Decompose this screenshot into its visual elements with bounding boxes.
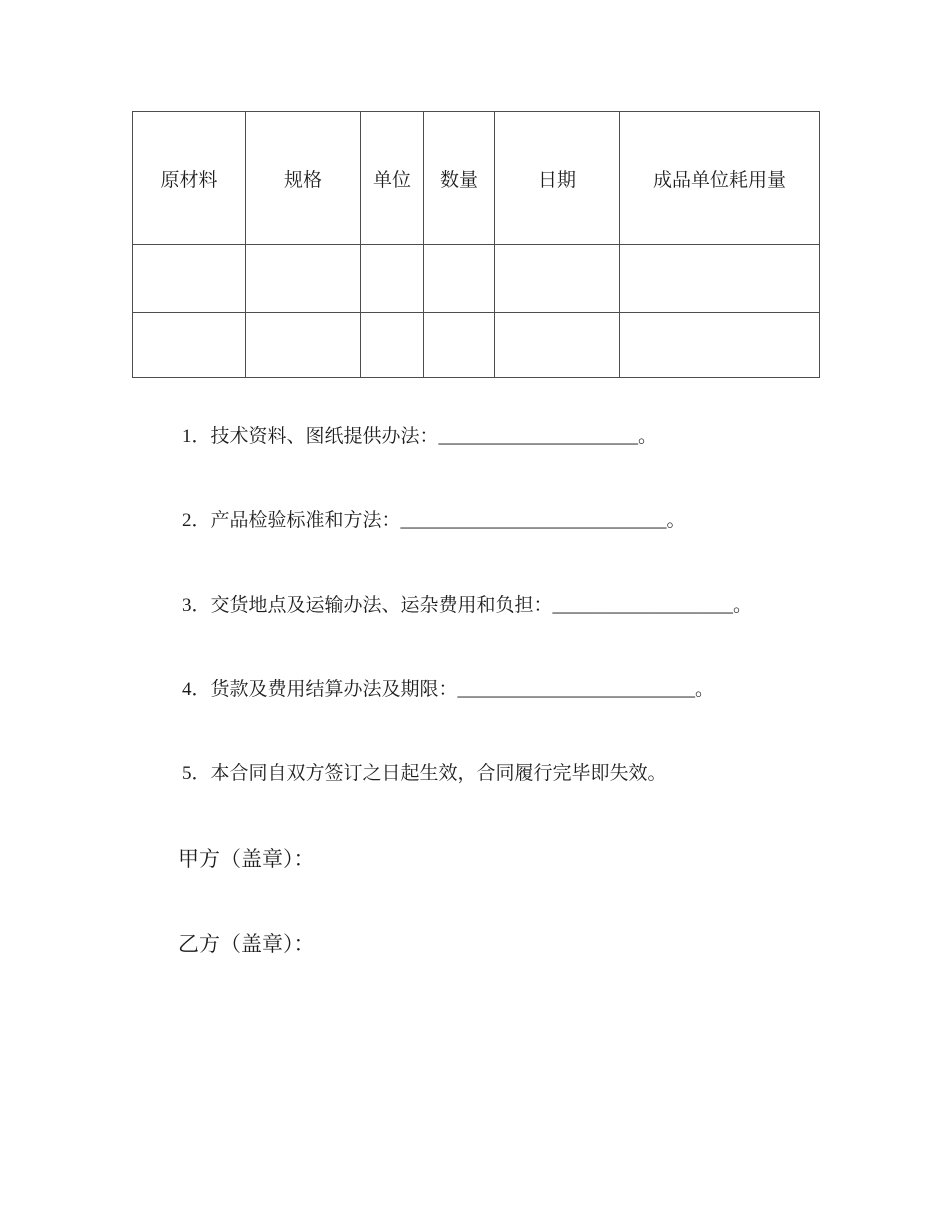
clause-number: 2． (182, 510, 211, 531)
clause-3 (182, 593, 752, 618)
clause-text: 产品检验标准和方法： (210, 510, 401, 531)
materials-table (132, 111, 820, 378)
col-header-unit-consumption: 成品单位耗用量 (620, 112, 820, 245)
table-header-row (133, 112, 820, 245)
empty-cell[interactable] (495, 313, 620, 378)
empty-cell[interactable] (133, 245, 246, 313)
clause-text: 本合同自双方签订之日起生效，合同履行完毕即失效。 (210, 763, 667, 784)
clause-end: 。 (733, 595, 753, 616)
clause-2 (182, 508, 686, 533)
clause-5 (182, 761, 667, 786)
table-row (133, 245, 820, 313)
fill-in-blank[interactable]: ___________________ (552, 595, 734, 616)
empty-cell[interactable] (620, 313, 820, 378)
col-header-raw-material: 原材料 (133, 112, 246, 245)
col-header-date: 日期 (495, 112, 620, 245)
clause-text: 货款及费用结算办法及期限： (210, 679, 458, 700)
empty-cell[interactable] (424, 313, 495, 378)
col-header-quantity: 数量 (424, 112, 495, 245)
empty-cell[interactable] (133, 313, 246, 378)
clause-end: 。 (695, 679, 715, 700)
col-header-specification: 规格 (246, 112, 361, 245)
party-b-label: 乙方（盖章）： (178, 932, 315, 956)
party-a-label: 甲方（盖章）： (178, 847, 315, 871)
fill-in-blank[interactable]: _________________________ (457, 679, 696, 700)
party-a-seal-line (178, 846, 315, 873)
empty-cell[interactable] (620, 245, 820, 313)
clause-number: 5． (182, 763, 211, 784)
fill-in-blank[interactable]: ____________________________ (400, 510, 667, 531)
clause-1 (182, 424, 657, 449)
empty-cell[interactable] (361, 245, 424, 313)
fill-in-blank[interactable]: _____________________ (438, 426, 639, 447)
empty-cell[interactable] (424, 245, 495, 313)
clause-text: 交货地点及运输办法、运杂费用和负担： (210, 595, 553, 616)
party-b-seal-line (178, 931, 315, 958)
col-header-unit: 单位 (361, 112, 424, 245)
clause-number: 3． (182, 595, 211, 616)
empty-cell[interactable] (495, 245, 620, 313)
clause-text: 技术资料、图纸提供办法： (210, 426, 439, 447)
clause-end: 。 (666, 510, 686, 531)
clause-number: 1． (182, 426, 211, 447)
empty-cell[interactable] (361, 313, 424, 378)
empty-cell[interactable] (246, 313, 361, 378)
table-row (133, 313, 820, 378)
clause-end: 。 (638, 426, 658, 447)
empty-cell[interactable] (246, 245, 361, 313)
clause-4 (182, 677, 714, 702)
clause-number: 4． (182, 679, 211, 700)
